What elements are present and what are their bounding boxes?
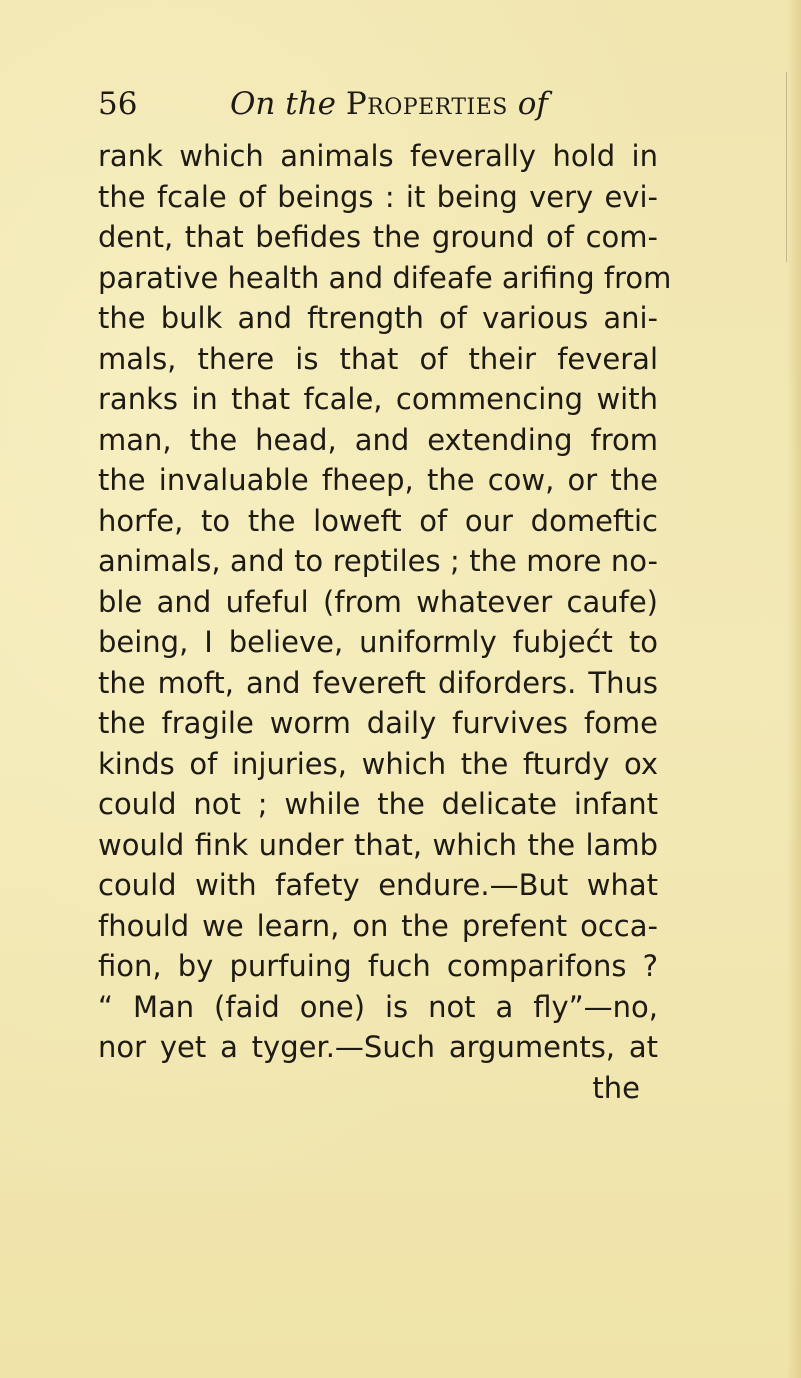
page-number: 56 [98, 86, 138, 122]
text-line: the fragile worm daily furvives fome [98, 706, 658, 740]
text-line: the fcale of beings : it being very evi- [98, 179, 658, 214]
text-line: dent, that befides the ground of com- [98, 220, 658, 254]
catchword: the [592, 1070, 640, 1105]
running-title [230, 84, 548, 124]
text-line: the moft, and fevereft diforders. Thus [98, 665, 658, 700]
text-line: ble and ufeful (from whatever caufe) [98, 584, 658, 619]
text-line: man, the head, and extending from [98, 422, 658, 457]
text-line: kinds of injuries, which the fturdy ox [98, 746, 658, 781]
text-line: mals, there is that of their feveral [98, 341, 658, 376]
text-line: ranks in that fcale, commencing with [98, 382, 658, 416]
text-line: could with fafety endure.—But what [98, 868, 658, 902]
text-line: “ Man (faid one) is not a fly”—no, [98, 989, 658, 1024]
page-edge-line [786, 72, 787, 262]
text-line: the invaluable fheep, the cow, or the [98, 463, 658, 497]
text-line: fion, by purfuing fuch comparifons ? [98, 949, 658, 983]
text-line: being, I believe, uniformly fubjećt to [98, 625, 658, 659]
text-line: animals, and to reptiles ; the more no- [98, 544, 658, 578]
text-line: fhould we learn, on the prefent occa- [98, 908, 658, 943]
text-line: the bulk and ftrength of various ani- [98, 301, 658, 335]
text-line: would fink under that, which the lamb [98, 827, 658, 862]
text-line: could not ; while the delicate infant [98, 787, 658, 821]
text-line: nor yet a tyger.—Such arguments, at [98, 1030, 658, 1064]
page-edge [787, 0, 801, 1378]
text-line: horfe, to the loweft of our domeftic [98, 503, 658, 538]
body-text [98, 136, 672, 1108]
running-title-suffix: of [517, 86, 548, 122]
text-line: rank which animals feverally hold in [98, 139, 658, 173]
running-title-prefix: On the [230, 86, 337, 122]
running-title-main: Properties [345, 86, 508, 122]
text-line: parative health and difeafe arifing from [98, 260, 672, 295]
